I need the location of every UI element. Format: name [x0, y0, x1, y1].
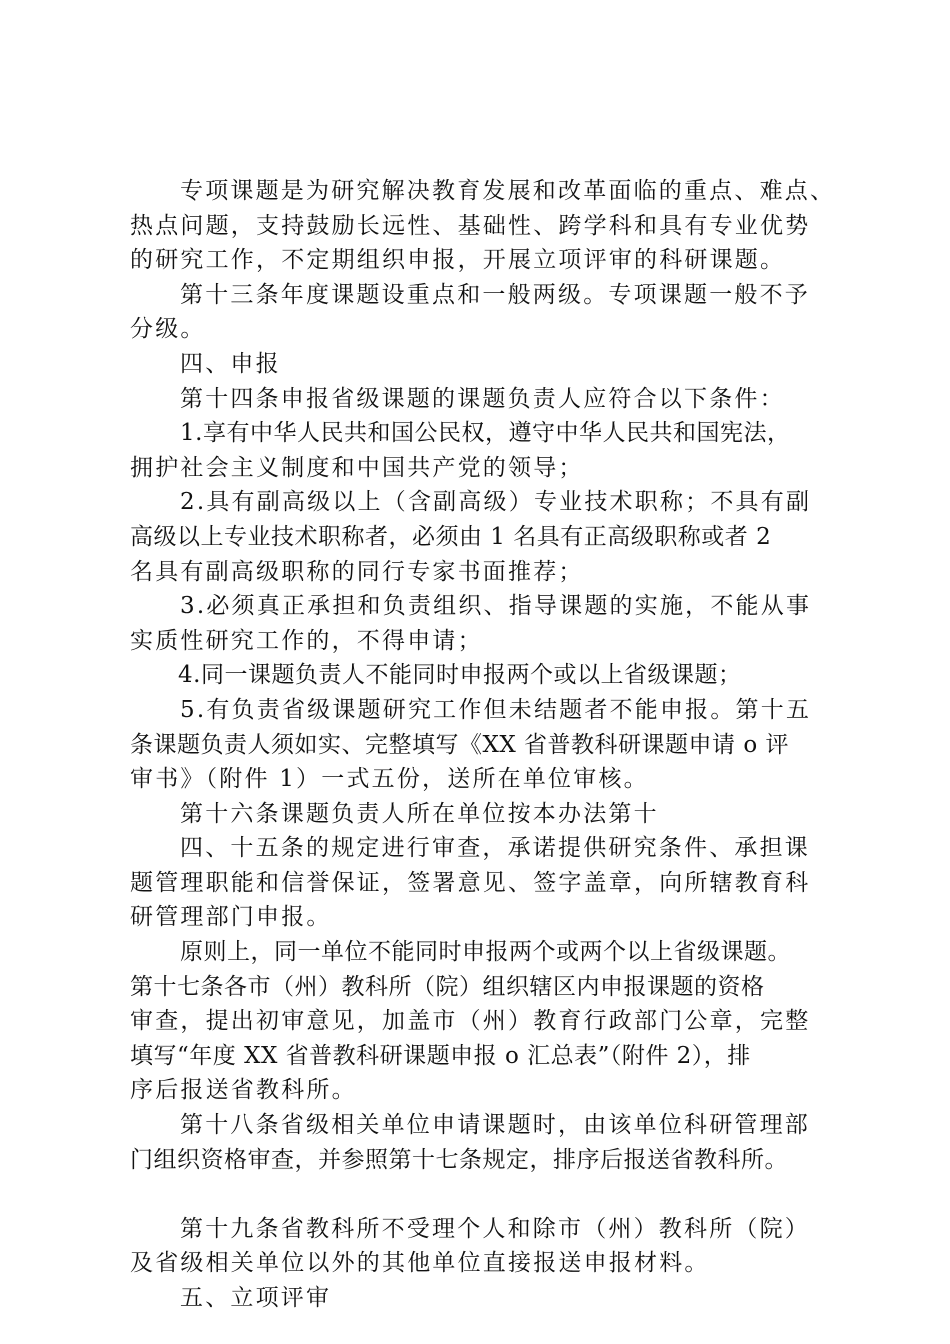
paragraph-line: 实质性研究工作的，不得申请；	[130, 627, 483, 654]
section-heading-review: 五、立项评审	[180, 1285, 332, 1311]
paragraph-line: 拥护社会主义制度和中国共产党的领导；	[130, 454, 584, 481]
paragraph-line: 条课题负责人须如实、完整填写《XX 省普教科研课题申请 o 评	[130, 731, 790, 758]
paragraph-line: 审查，提出初审意见，加盖市（州）教育行政部门公章，完整	[130, 1008, 811, 1035]
list-item-1: 1.享有中华人民共和国公民权，遵守中华人民共和国宪法，	[180, 420, 791, 447]
list-item-3: 3.必须真正承担和负责组织、指导课题的实施，不能从事	[180, 593, 812, 620]
blank-line	[130, 1177, 830, 1212]
article-18-line: 第十八条省级相关单位申请课题时，由该单位科研管理部	[180, 1112, 810, 1139]
list-item-4: 4.同一课题负责人不能同时申报两个或以上省级课题；	[178, 662, 742, 689]
article-13-line: 第十三条年度课题设重点和一般两级。专项课题一般不予	[180, 281, 810, 308]
paragraph-line: 序后报送省教科所。	[130, 1077, 357, 1104]
paragraph-line: 研管理部门申报。	[130, 904, 332, 931]
article-14-line: 第十四条申报省级课题的课题负责人应符合以下条件：	[180, 385, 785, 412]
paragraph-line: 审书》（附件 1）一式五份，送所在单位审核。	[130, 766, 649, 793]
paragraph-line: 高级以上专业技术职称者，必须由 1 名具有正高级职称或者 2	[130, 523, 772, 550]
paragraph-line: 的研究工作，不定期组织申报，开展立项评审的科研课题。	[130, 247, 786, 274]
paragraph-line: 热点问题，支持鼓励长远性、基础性、跨学科和具有专业优势	[130, 212, 811, 239]
paragraph-line: 门组织资格审查，并参照第十七条规定，排序后报送省教科所。	[130, 1146, 788, 1173]
paragraph-line: 分级。	[130, 316, 206, 343]
article-16-line: 第十六条课题负责人所在单位按本办法第十	[180, 800, 659, 827]
paragraph-line: 题管理职能和信誉保证，签署意见、签字盖章，向所辖教育科	[130, 869, 811, 896]
paragraph-line: 及省级相关单位以外的其他单位直接报送申报材料。	[130, 1250, 710, 1277]
paragraph-line: 四、十五条的规定进行审查，承诺提供研究条件、承担课	[180, 835, 810, 862]
list-item-2: 2.具有副高级以上（含副高级）专业技术职称；不具有副	[180, 489, 812, 516]
article-19-line: 第十九条省教科所不受理个人和除市（州）教科所（院）	[180, 1215, 810, 1242]
article-17-line: 第十七条各市（州）教科所（院）组织辖区内申报课题的资格	[130, 973, 765, 1000]
section-heading-application: 四、申报	[180, 350, 281, 377]
paragraph-line: 名具有副高级职称的同行专家书面推荐；	[130, 558, 584, 585]
paragraph-line: 原则上，同一单位不能同时申报两个或两个以上省级课题。	[180, 939, 791, 966]
list-item-5: 5.有负责省级课题研究工作但未结题者不能申报。第十五	[180, 696, 812, 723]
paragraph-line: 专项课题是为研究解决教育发展和改革面临的重点、难点、	[180, 178, 836, 204]
paragraph-line: 填写“年度 XX 省普教科研课题申报 o 汇总表”（附件 2），排	[130, 1042, 751, 1069]
document-body	[130, 174, 836, 1316]
